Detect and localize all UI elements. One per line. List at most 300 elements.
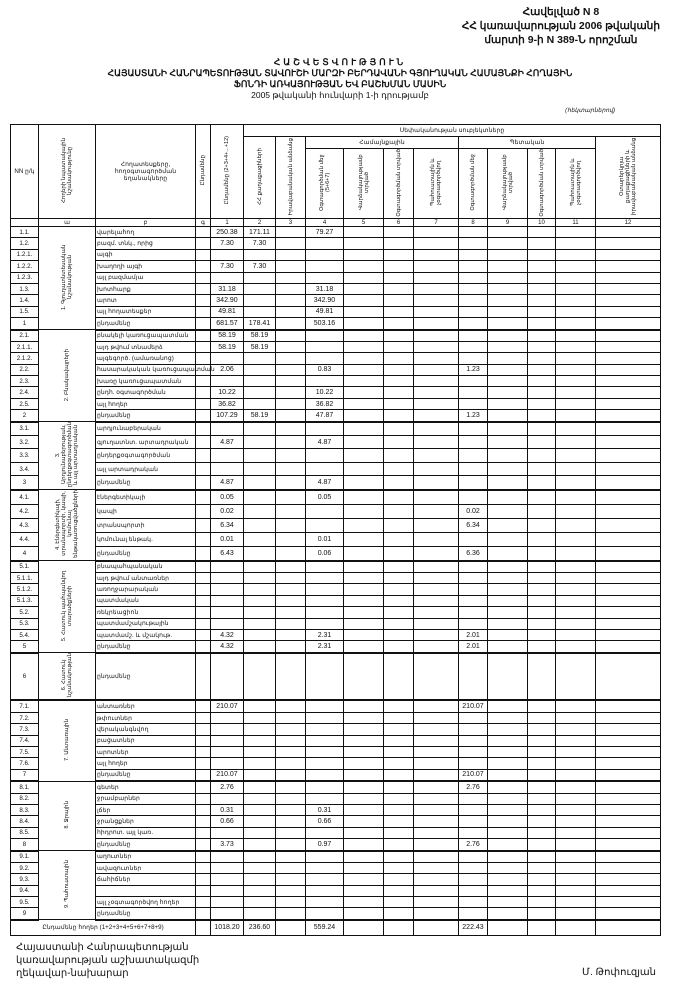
value-c2 <box>244 306 276 317</box>
value-c12 <box>596 504 661 518</box>
narrow-cell <box>196 532 211 546</box>
value-c7 <box>414 410 459 422</box>
value-c5 <box>344 449 384 462</box>
value-c2 <box>244 839 276 851</box>
value-c7 <box>414 227 459 238</box>
value-c8: 0.02 <box>459 504 488 518</box>
narrow-cell <box>196 318 211 330</box>
value-c5 <box>344 735 384 746</box>
narrow-cell <box>196 561 211 573</box>
value-c7 <box>414 897 459 908</box>
value-c11 <box>556 283 596 294</box>
table-row <box>11 504 661 518</box>
land-type: անտառներ <box>96 700 196 712</box>
value-c1: 4.87 <box>211 476 244 490</box>
title-main: ՀԱՇՎԵՏՎՈՒԹՅՈՒՆ <box>273 57 407 67</box>
value-c10 <box>528 272 556 283</box>
total-c4: 559.24 <box>306 920 344 936</box>
value-c6 <box>384 476 414 490</box>
value-c5 <box>344 839 384 851</box>
value-c3 <box>276 295 306 306</box>
land-type: բնապահպանական <box>96 561 196 573</box>
value-c5 <box>344 874 384 885</box>
value-c5 <box>344 398 384 409</box>
value-c8 <box>459 653 488 701</box>
value-c3 <box>276 793 306 804</box>
value-c4 <box>306 330 344 342</box>
value-c5 <box>344 422 384 436</box>
value-c5 <box>344 238 384 249</box>
narrow-cell <box>196 839 211 851</box>
header-c10: Օգտագործման տրված <box>538 148 545 217</box>
value-c5 <box>344 261 384 272</box>
value-c10 <box>528 700 556 712</box>
value-c2 <box>244 607 276 618</box>
section-label: 8. Ջրային <box>64 801 70 829</box>
row-number: 2.1.1. <box>11 341 39 352</box>
total-c1: 1018.20 <box>211 920 244 936</box>
value-c3 <box>276 804 306 815</box>
value-c3 <box>276 746 306 757</box>
value-c10 <box>528 462 556 475</box>
value-c2 <box>244 758 276 769</box>
value-c8: 210.07 <box>459 769 488 781</box>
value-c10 <box>528 561 556 573</box>
value-c9 <box>488 735 528 746</box>
value-c4: 0.97 <box>306 839 344 851</box>
land-type: պատմական <box>96 595 196 606</box>
value-c1 <box>211 272 244 283</box>
value-c4 <box>306 573 344 584</box>
value-c5 <box>344 641 384 653</box>
value-c7 <box>414 398 459 409</box>
value-c9 <box>488 712 528 723</box>
value-c12 <box>596 272 661 283</box>
value-c8 <box>459 261 488 272</box>
column-number: 12 <box>596 219 661 227</box>
value-c7 <box>414 629 459 640</box>
value-c4 <box>306 908 344 920</box>
narrow-cell <box>196 376 211 387</box>
value-c9 <box>488 532 528 546</box>
value-c3 <box>276 851 306 863</box>
value-c6 <box>384 376 414 387</box>
value-c9 <box>488 376 528 387</box>
value-c5 <box>344 908 384 920</box>
value-c2 <box>244 769 276 781</box>
value-c3 <box>276 769 306 781</box>
value-c9 <box>488 306 528 317</box>
value-c6 <box>384 769 414 781</box>
value-c7 <box>414 330 459 342</box>
value-c12 <box>596 839 661 851</box>
value-c8 <box>459 712 488 723</box>
value-c12 <box>596 436 661 449</box>
value-c1: 36.82 <box>211 398 244 409</box>
value-c1 <box>211 724 244 735</box>
narrow-cell <box>196 712 211 723</box>
value-c5 <box>344 376 384 387</box>
value-c11 <box>556 318 596 330</box>
section-label: 1. Գյուղատնտեսական նշանակության <box>61 244 73 310</box>
grand-total-row <box>11 920 661 936</box>
header-c8: Օգտագործման մեջ <box>470 154 476 211</box>
column-number: 1 <box>211 219 244 227</box>
value-c4 <box>306 584 344 595</box>
value-c4 <box>306 897 344 908</box>
value-c8 <box>459 490 488 505</box>
narrow-cell <box>196 341 211 352</box>
value-c5 <box>344 804 384 815</box>
value-c2 <box>244 449 276 462</box>
value-c12 <box>596 758 661 769</box>
value-c10 <box>528 618 556 629</box>
row-number: 9.2. <box>11 862 39 873</box>
value-c11 <box>556 249 596 260</box>
value-c12 <box>596 341 661 352</box>
value-c11 <box>556 449 596 462</box>
value-c5 <box>344 897 384 908</box>
total-c7 <box>414 920 459 936</box>
section-cell <box>39 561 96 653</box>
value-c12 <box>596 816 661 827</box>
value-c11 <box>556 816 596 827</box>
table-row <box>11 341 661 352</box>
narrow-cell <box>196 573 211 584</box>
value-c4 <box>306 781 344 793</box>
row-number: 2.1.2. <box>11 353 39 364</box>
value-c10 <box>528 376 556 387</box>
section-cell <box>39 227 96 330</box>
value-c4 <box>306 724 344 735</box>
row-number: 9 <box>11 908 39 920</box>
land-type: ընդամենը <box>96 476 196 490</box>
value-c1: 107.29 <box>211 410 244 422</box>
land-type: հասարակական կառուցապատման <box>96 364 196 375</box>
land-type: ընդամենը <box>96 641 196 653</box>
value-c1: 58.19 <box>211 330 244 342</box>
row-number: 7.3. <box>11 724 39 735</box>
value-c6 <box>384 518 414 532</box>
row-number: 8.1. <box>11 781 39 793</box>
total-c10 <box>528 920 556 936</box>
value-c1: 49.81 <box>211 306 244 317</box>
value-c5 <box>344 364 384 375</box>
column-number: 7 <box>414 219 459 227</box>
value-c12 <box>596 376 661 387</box>
value-c5 <box>344 532 384 546</box>
row-number: 9.4. <box>11 885 39 896</box>
value-c4: 0.01 <box>306 532 344 546</box>
value-c1 <box>211 462 244 475</box>
table-row <box>11 532 661 546</box>
value-c9 <box>488 839 528 851</box>
row-number: 2 <box>11 410 39 422</box>
table-row <box>11 781 661 793</box>
value-c9 <box>488 781 528 793</box>
value-c4: 0.83 <box>306 364 344 375</box>
table-row <box>11 700 661 712</box>
value-c10 <box>528 827 556 838</box>
value-c10 <box>528 653 556 701</box>
narrow-cell <box>196 746 211 757</box>
value-c10 <box>528 341 556 352</box>
value-c9 <box>488 618 528 629</box>
land-type: պատմամշակութային <box>96 618 196 629</box>
value-c6 <box>384 422 414 436</box>
value-c5 <box>344 561 384 573</box>
value-c3 <box>276 758 306 769</box>
total-c5 <box>344 920 384 936</box>
value-c8 <box>459 816 488 827</box>
value-c12 <box>596 295 661 306</box>
value-c6 <box>384 700 414 712</box>
table-row <box>11 353 661 364</box>
value-c7 <box>414 700 459 712</box>
value-c12 <box>596 874 661 885</box>
value-c4 <box>306 827 344 838</box>
value-c10 <box>528 436 556 449</box>
value-c12 <box>596 908 661 920</box>
appendix-reference <box>462 5 660 47</box>
land-type: այլ հողեր <box>96 758 196 769</box>
value-c4: 2.31 <box>306 641 344 653</box>
value-c10 <box>528 422 556 436</box>
value-c10 <box>528 504 556 518</box>
row-number: 1.3. <box>11 283 39 294</box>
value-c5 <box>344 862 384 873</box>
appendix-line: Հավելված N 8 <box>522 6 600 18</box>
value-c10 <box>528 724 556 735</box>
value-c3 <box>276 595 306 606</box>
value-c9 <box>488 318 528 330</box>
value-c12 <box>596 584 661 595</box>
narrow-cell <box>196 874 211 885</box>
value-c3 <box>276 629 306 640</box>
value-c7 <box>414 318 459 330</box>
value-c1: 250.38 <box>211 227 244 238</box>
value-c4: 36.82 <box>306 398 344 409</box>
value-c6 <box>384 712 414 723</box>
value-c7 <box>414 595 459 606</box>
value-c11 <box>556 462 596 475</box>
value-c4 <box>306 758 344 769</box>
value-c2 <box>244 249 276 260</box>
row-number: 8.4. <box>11 816 39 827</box>
value-c2 <box>244 735 276 746</box>
value-c2: 7.30 <box>244 261 276 272</box>
value-c10 <box>528 804 556 815</box>
value-c10 <box>528 283 556 294</box>
value-c9 <box>488 341 528 352</box>
value-c9 <box>488 353 528 364</box>
value-c5 <box>344 827 384 838</box>
value-c10 <box>528 295 556 306</box>
value-c2 <box>244 746 276 757</box>
table-row <box>11 618 661 629</box>
row-number: 5 <box>11 641 39 653</box>
value-c4 <box>306 769 344 781</box>
value-c6 <box>384 364 414 375</box>
land-type: ընդամենը <box>96 410 196 422</box>
value-c9 <box>488 238 528 249</box>
land-type: գյուղատնտ. արտադրական <box>96 436 196 449</box>
value-c10 <box>528 908 556 920</box>
value-c10 <box>528 793 556 804</box>
value-c12 <box>596 364 661 375</box>
narrow-cell <box>196 735 211 746</box>
footer-position <box>16 941 199 980</box>
value-c7 <box>414 641 459 653</box>
narrow-cell <box>196 758 211 769</box>
value-c6 <box>384 436 414 449</box>
value-c11 <box>556 735 596 746</box>
value-c11 <box>556 436 596 449</box>
value-c1 <box>211 584 244 595</box>
value-c2 <box>244 908 276 920</box>
value-c1 <box>211 793 244 804</box>
header-c4: Օգտագործման մեջ (5+6+7) <box>318 154 331 211</box>
value-c8: 2.01 <box>459 629 488 640</box>
value-c9 <box>488 908 528 920</box>
value-c10 <box>528 629 556 640</box>
value-c11 <box>556 272 596 283</box>
value-c7 <box>414 607 459 618</box>
value-c1 <box>211 653 244 701</box>
narrow-cell <box>196 295 211 306</box>
value-c5 <box>344 793 384 804</box>
value-c8 <box>459 793 488 804</box>
value-c10 <box>528 532 556 546</box>
value-c9 <box>488 653 528 701</box>
value-c1: 681.57 <box>211 318 244 330</box>
value-c1 <box>211 897 244 908</box>
narrow-cell <box>196 449 211 462</box>
value-c9 <box>488 462 528 475</box>
value-c8: 2.76 <box>459 839 488 851</box>
value-c3 <box>276 436 306 449</box>
value-c12 <box>596 629 661 640</box>
value-c7 <box>414 758 459 769</box>
narrow-cell <box>196 476 211 490</box>
value-c2 <box>244 851 276 863</box>
total-c12 <box>596 920 661 936</box>
value-c6 <box>384 532 414 546</box>
value-c4 <box>306 462 344 475</box>
value-c9 <box>488 758 528 769</box>
value-c7 <box>414 272 459 283</box>
value-c2 <box>244 885 276 896</box>
value-c1 <box>211 573 244 584</box>
value-c6 <box>384 897 414 908</box>
value-c11 <box>556 376 596 387</box>
value-c7 <box>414 735 459 746</box>
value-c10 <box>528 839 556 851</box>
value-c5 <box>344 573 384 584</box>
value-c7 <box>414 422 459 436</box>
value-c4 <box>306 793 344 804</box>
value-c8 <box>459 249 488 260</box>
value-c6 <box>384 227 414 238</box>
value-c10 <box>528 897 556 908</box>
value-c5 <box>344 330 384 342</box>
land-type: աղուտներ <box>96 851 196 863</box>
table-row <box>11 897 661 908</box>
value-c1: 31.18 <box>211 283 244 294</box>
value-c5 <box>344 306 384 317</box>
value-c10 <box>528 851 556 863</box>
value-c8: 2.76 <box>459 781 488 793</box>
land-type: կապի <box>96 504 196 518</box>
value-c9 <box>488 295 528 306</box>
value-c11 <box>556 793 596 804</box>
value-c2 <box>244 422 276 436</box>
header-c9: Վարձակալությամբ տրված <box>501 154 514 211</box>
narrow-cell <box>196 283 211 294</box>
land-type: ընդամենը <box>96 769 196 781</box>
value-c6 <box>384 641 414 653</box>
value-c12 <box>596 618 661 629</box>
value-c7 <box>414 462 459 475</box>
table-row <box>11 518 661 532</box>
value-c2 <box>244 518 276 532</box>
value-c3 <box>276 653 306 701</box>
value-c5 <box>344 295 384 306</box>
value-c11 <box>556 476 596 490</box>
land-type: ընդամենը <box>96 908 196 920</box>
value-c12 <box>596 532 661 546</box>
value-c5 <box>344 283 384 294</box>
value-c1: 3.73 <box>211 839 244 851</box>
value-c8: 1.23 <box>459 364 488 375</box>
footer-line: ղեկավար-նախարար <box>16 968 129 979</box>
value-c4 <box>306 862 344 873</box>
title-date: 2005 թվականի հունվարի 1-ի դրությամբ <box>251 90 429 100</box>
land-type: բացատներ <box>96 735 196 746</box>
value-c1 <box>211 422 244 436</box>
value-c2 <box>244 724 276 735</box>
value-c8 <box>459 422 488 436</box>
value-c6 <box>384 827 414 838</box>
value-c10 <box>528 238 556 249</box>
value-c10 <box>528 364 556 375</box>
value-c12 <box>596 781 661 793</box>
value-c2 <box>244 398 276 409</box>
value-c2 <box>244 272 276 283</box>
narrow-cell <box>196 490 211 505</box>
value-c10 <box>528 885 556 896</box>
value-c2 <box>244 629 276 640</box>
value-c10 <box>528 712 556 723</box>
value-c2 <box>244 376 276 387</box>
value-c7 <box>414 283 459 294</box>
header-group-state: Պետական <box>459 137 596 149</box>
value-c8: 1.23 <box>459 410 488 422</box>
value-c8 <box>459 532 488 546</box>
value-c12 <box>596 353 661 364</box>
row-number: 3.2. <box>11 436 39 449</box>
value-c4: 0.66 <box>306 816 344 827</box>
value-c3 <box>276 261 306 272</box>
value-c8 <box>459 272 488 283</box>
land-type: խաղողի այգի <box>96 261 196 272</box>
value-c1: 10.22 <box>211 387 244 398</box>
land-type: վերականգնվող <box>96 724 196 735</box>
column-number: 3 <box>276 219 306 227</box>
total-c3 <box>276 920 306 936</box>
value-c1: 2.06 <box>211 364 244 375</box>
value-c9 <box>488 449 528 462</box>
